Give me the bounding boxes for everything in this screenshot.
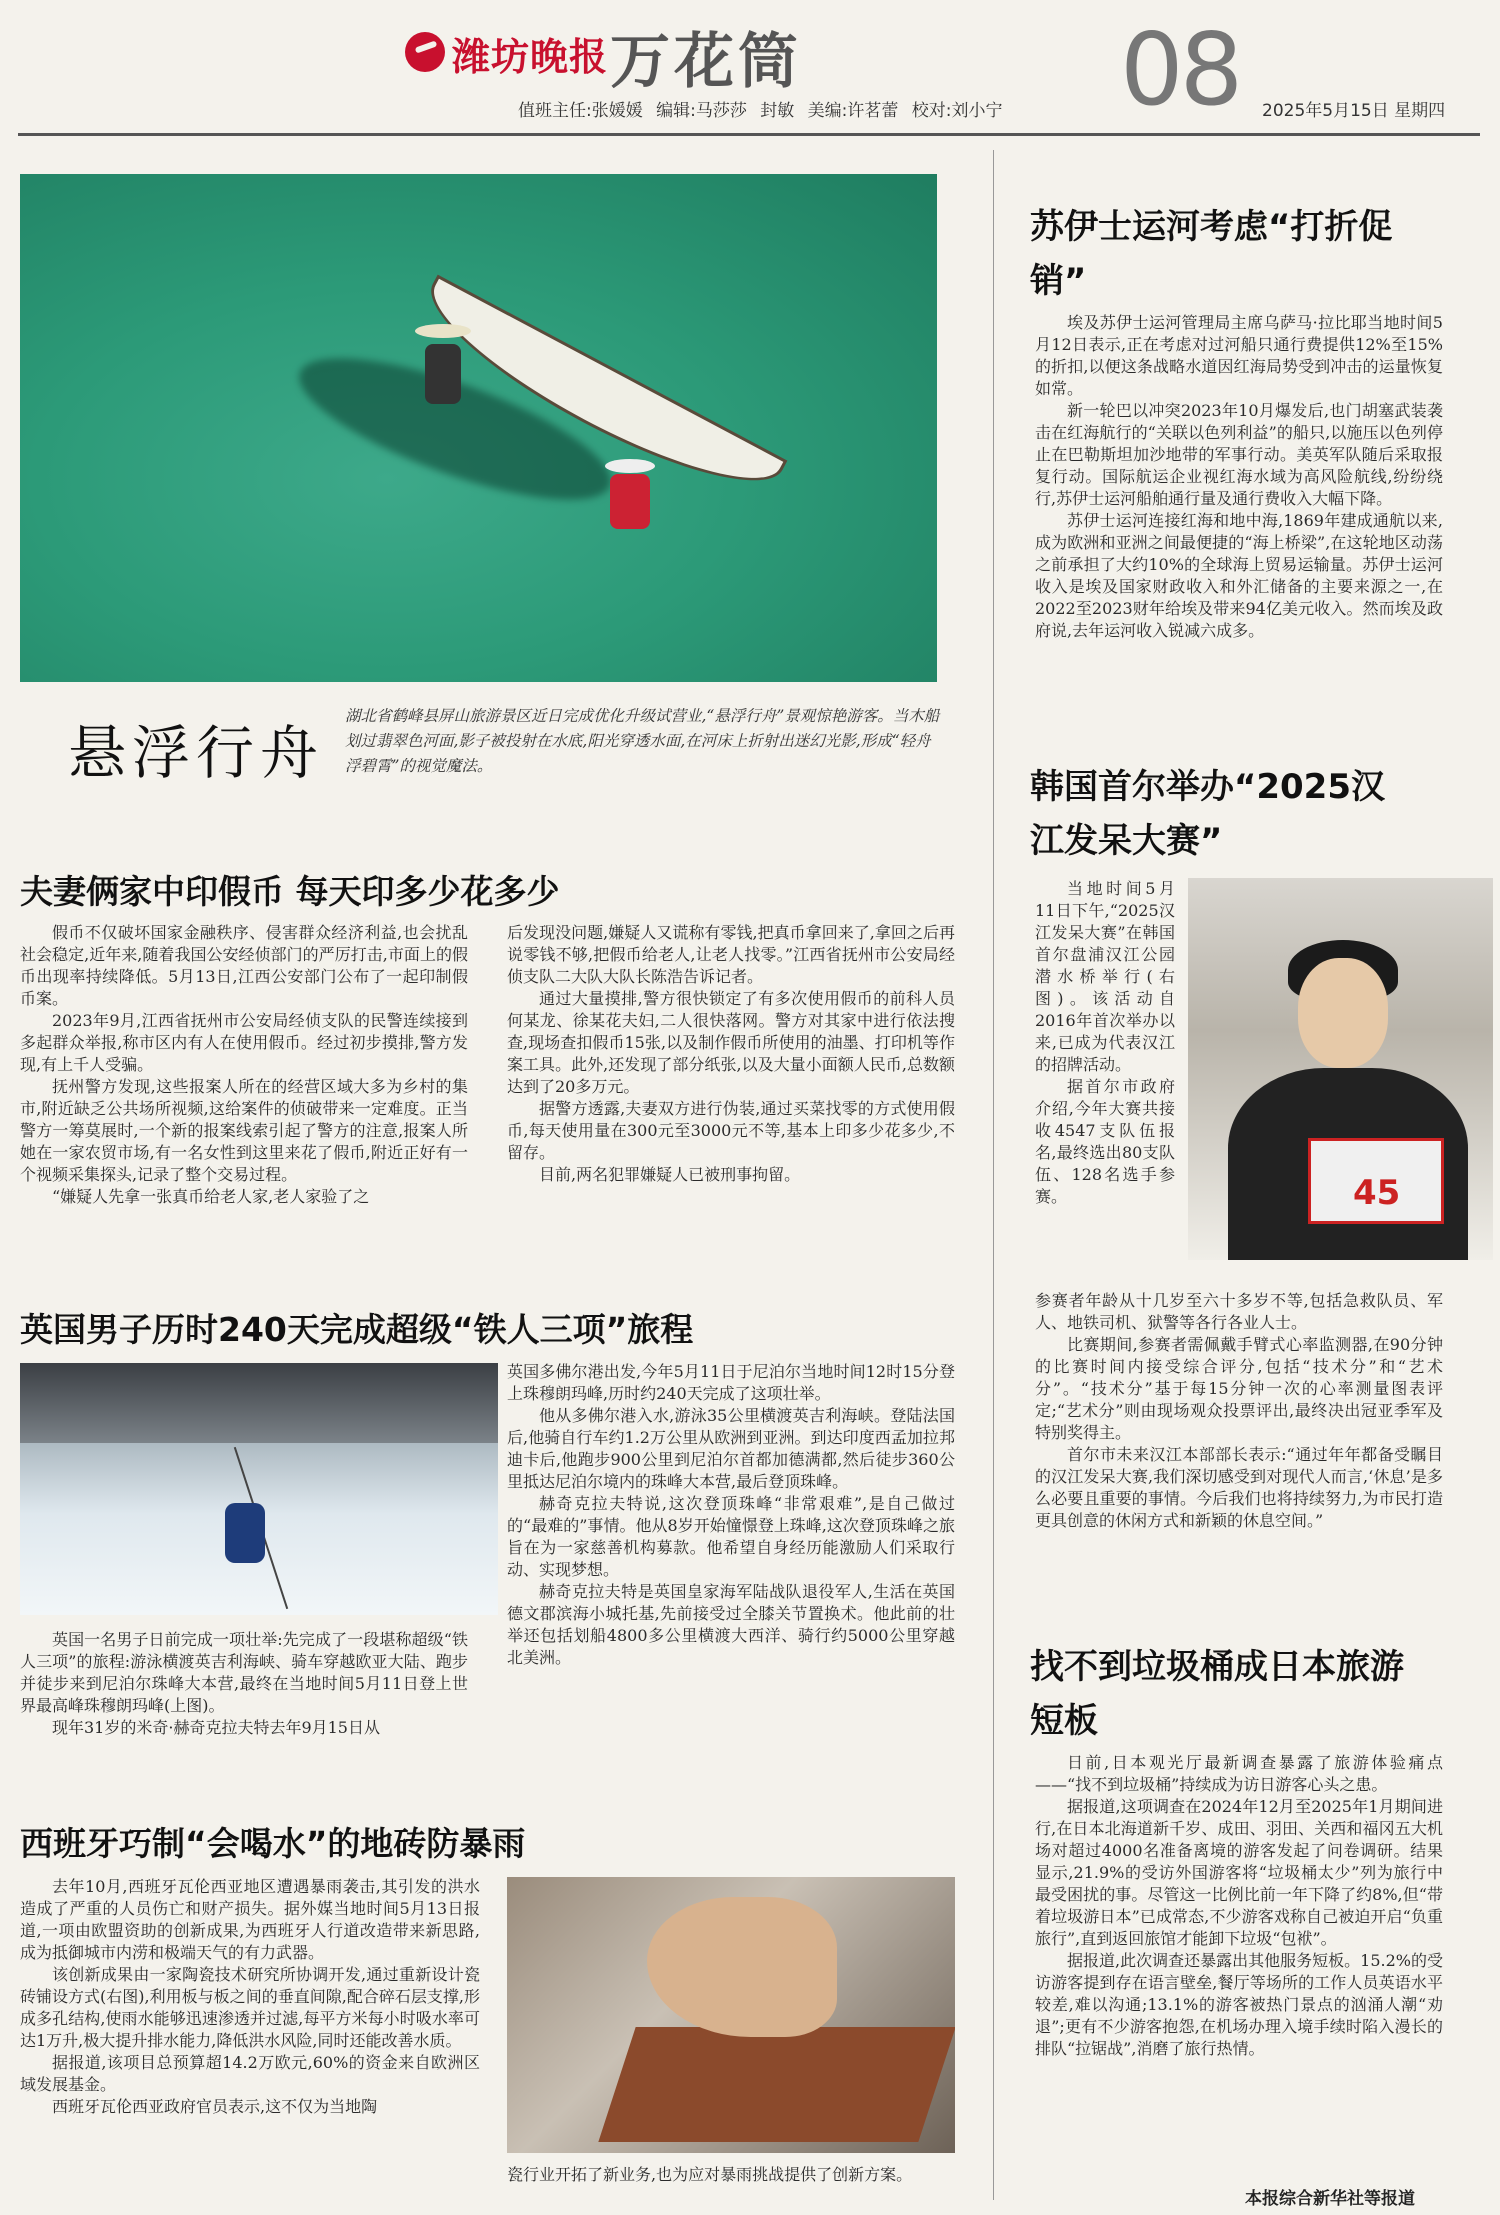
paragraph: 据报道,这项调查在2024年12月至2025年1月期间进行,在日本北海道新千岁、成田、羽田、关西和福冈五大机场对超过4000名准备离境的游客发起了问卷调研。结果显示,21.9%的受访外国游客将“垃圾桶太少”列为旅行中最受困扰的事。尽管这一比例比前一年下降了约8%,但“带着垃圾游日本”已成常态,不少游客戏称自己被迫开启“负重旅行”,直到返回旅馆才能卸下垃圾“包袱”。 (1035, 1797, 1443, 1948)
paragraph: 抚州警方发现,这些报案人所在的经营区域大多为乡村的集市,附近缺乏公共场所视频,这给案件的侦破带来一定难度。正当警方一筹莫展时,一个新的报案线索引起了警方的注意,报案人所她在一家农贸市场,有一名女性到这里来花了假币,附近正好有一个视频采集探头,记录了整个交易过程。 (20, 1077, 468, 1184)
paragraph: 据首尔市政府介绍,今年大赛共接收4547支队伍报名,最终选出80支队伍、128名选手参赛。 (1035, 1077, 1175, 1206)
suez-body (1035, 312, 1443, 642)
paragraph: 假币不仅破坏国家金融秩序、侵害群众经济利益,也会扰乱社会稳定,近年来,随着我国公安经侦部门的严厉打击,市面上的假币出现率持续降低。5月13日,江西公安部门公布了一起印制假币案。 (20, 923, 468, 1008)
triathlon-col1 (20, 1629, 468, 1739)
paragraph: 日前,日本观光厅最新调查暴露了旅游体验痛点——“找不到垃圾桶”持续成为访日游客心头之患。 (1035, 1753, 1443, 1794)
passenger-hat (605, 459, 655, 473)
seoul-contestant-photo (1188, 878, 1493, 1260)
section-name: 万花筒 (610, 27, 802, 97)
paragraph: 参赛者年龄从十几岁至六十多岁不等,包括急救队员、军人、地铁司机、狱警等各行各业人士。 (1035, 1291, 1443, 1332)
paragraph: “嫌疑人先拿一张真币给老人家,老人家验了之 (52, 1187, 370, 1206)
tile (598, 2027, 955, 2142)
column-divider (993, 150, 994, 2200)
contestant-face (1298, 958, 1388, 1068)
paragraph: 通过大量摸排,警方很快锁定了有多次使用假币的前科人员何某龙、徐某花夫妇,二人很快落网。警方对其家中进行依法搜查,现场查扣假币15张,以及制作假币所使用的油墨、打印机等作案工具。此外,还发现了部分纸张,以及大量小面额人民币,总数额达到了20多万元。 (507, 989, 955, 1096)
paragraph: 目前,两名犯罪嫌疑人已被刑事拘留。 (539, 1165, 801, 1184)
paragraph: 2023年9月,江西省抚州市公安局经侦支队的民警连续接到多起群众举报,称市区内有人在使用假币。经过初步摸排,警方发现,有上千人受骗。 (20, 1011, 468, 1074)
paragraph: 当地时间5月11日下午,“2025汉江发呆大赛”在韩国首尔盘浦汉江公园潜水桥举行(右图)。该活动自2016年首次举办以来,已成为代表汉江的招牌活动。 (1035, 879, 1175, 1074)
triathlon-col2 (507, 1361, 955, 1669)
everest-climber-photo (20, 1363, 498, 1615)
header-rule (18, 133, 1480, 136)
triathlon-headline: 英国男子历时240天完成超级“铁人三项”旅程 (20, 1310, 694, 1349)
editor-credits: 值班主任:张媛媛 编辑:马莎莎 封敏 美编:许茗蕾 校对:刘小宁 (518, 101, 1003, 121)
seoul-narrow-col (1035, 878, 1175, 1208)
rock-face (20, 1363, 498, 1443)
paragraph: 比赛期间,参赛者需佩戴手臂式心率监测器,在90分钟的比赛时间内接受综合评分,包括“技术分”和“艺术分”。“技术分”基于每15分钟一次的心率测量图表评定;“艺术分”则由现场观众投票评出,最终决出冠亚季军及特别奖得主。 (1035, 1335, 1443, 1442)
counterfeit-col2 (507, 922, 955, 1186)
counterfeit-col1 (20, 922, 468, 1208)
feature-photo-boat (20, 174, 937, 682)
passenger (610, 474, 650, 529)
paper-name: 潍坊晚报 (452, 35, 609, 79)
hand (647, 1897, 837, 2037)
tiles-col2 (507, 2164, 955, 2186)
paragraph: 该创新成果由一家陶瓷技术研究所协调开发,通过重新设计瓷砖铺设方式(右图),利用板与板之间的垂直间隙,配合碎石层支撑,形成多孔结构,使雨水能够迅速渗透并过滤,每平方米每小时吸水率可达1万升,极大提升排水能力,降低洪水风险,同时还能改善水质。 (20, 1965, 480, 2050)
paragraph: 据报道,该项目总预算超14.2万欧元,60%的资金来自欧洲区域发展基金。 (20, 2053, 480, 2094)
seoul-body (1035, 1290, 1443, 1532)
paragraph: 苏伊士运河连接红海和地中海,1869年建成通航以来,成为欧洲和亚洲之间最便捷的“海上桥梁”,在这轮地区动荡之前承担了大约10%的全球海上贸易运输量。苏伊士运河收入是埃及国家财政收入和外汇储备的主要来源之一,在2022至2023财年给埃及带来94亿美元收入。然而埃及政府说,去年运河收入锐减六成多。 (1035, 511, 1443, 640)
paragraph: 首尔市未来汉江本部部长表示:“通过年年都备受瞩目的汉江发呆大赛,我们深切感受到对现代人而言,‘休息’是多么必要且重要的事情。今后我们也将持续努力,为市民打造更具创意的休闲方式和新颖的休息空间。” (1035, 1445, 1443, 1530)
trash-body (1035, 1752, 1443, 2060)
boatman (425, 344, 461, 404)
paragraph: 据警方透露,夫妻双方进行伪装,通过买菜找零的方式使用假币,每天使用量在300元至3000元不等,基本上印多少花多少,不留存。 (507, 1099, 955, 1162)
paragraph: 赫奇克拉夫特说,这次登顶珠峰“非常艰难”,是自己做过的“最难的”事情。他从8岁开始憧憬登上珠峰,这次登顶珠峰之旅旨在为一家慈善机构募款。他希望自身经历能激励人们采取行动、实现梦想。 (507, 1494, 955, 1579)
feature-title: 悬浮行舟 (68, 719, 325, 787)
paper-logo-icon (405, 32, 445, 72)
paragraph: 后发现没问题,嫌疑人又谎称有零钱,把真币拿回来了,拿回之后再说零钱不够,把假币给老人,让老人找零。”江西省抚州市公安局经侦支队二大队大队长陈浩告诉记者。 (507, 923, 955, 986)
page-number: 08 (1120, 11, 1240, 128)
suez-headline: 苏伊士运河考虑“打折促销” (1030, 207, 1393, 301)
paragraph: 埃及苏伊士运河管理局主席乌萨马·拉比耶当地时间5月12日表示,正在考虑对过河船只通行费提供12%至15%的折扣,以便这条战略水道因红海局势受到冲击的运量恢复如常。 (1035, 313, 1443, 398)
feature-caption: 湖北省鹤峰县屏山旅游景区近日完成优化升级试营业,“悬浮行舟”景观惊艳游客。当木船划过翡翠色河面,影子被投射在水底,阳光穿透水面,在河床上折射出迷幻光影,形成“轻舟浮碧霄”的视觉魔法。 (345, 707, 940, 775)
tiles-col1 (20, 1876, 480, 2118)
paragraph: 英国一名男子日前完成一项壮举:先完成了一段堪称超级“铁人三项”的旅程:游泳横渡英吉利海峡、骑车穿越欧亚大陆、跑步并徒步来到尼泊尔珠峰大本营,最终在当地时间5月11日登上世界最高峰珠穆朗玛峰(上图)。 (20, 1630, 468, 1715)
paragraph: 瓷行业开拓了新业务,也为应对暴雨挑战提供了创新方案。 (507, 2165, 913, 2184)
seoul-headline: 韩国首尔举办“2025汉江发呆大赛” (1030, 767, 1385, 861)
boatman-hat (415, 324, 471, 338)
paragraph: 英国多佛尔港出发,今年5月11日于尼泊尔当地时间12时15分登上珠穆朗玛峰,历时约240天完成了这项壮举。 (507, 1362, 955, 1403)
climber (225, 1503, 265, 1563)
paragraph: 西班牙瓦伦西亚政府官员表示,这不仅为当地陶 (52, 2097, 378, 2116)
paragraph: 他从多佛尔港入水,游泳35公里横渡英吉利海峡。登陆法国后,他骑自行车约1.2万公里从欧洲到亚洲。到达印度西孟加拉邦迪卡后,他跑步900公里到尼泊尔首都加德满都,然后徒步360公里抵达尼泊尔境内的珠峰大本营,最后登顶珠峰。 (507, 1406, 955, 1491)
paragraph: 赫奇克拉夫特是英国皇家海军陆战队退役军人,生活在英国德文郡滨海小城托基,先前接受过全膝关节置换术。他此前的壮举还包括划船4800多公里横渡大西洋、骑行约5000公里穿越北美洲。 (507, 1582, 955, 1667)
trash-headline: 找不到垃圾桶成日本旅游短板 (1030, 1647, 1404, 1741)
counterfeit-headline: 夫妻俩家中印假币 每天印多少花多少 (20, 872, 560, 911)
source-note: 本报综合新华社等报道 (1245, 2189, 1415, 2209)
paragraph: 据报道,此次调查还暴露出其他服务短板。15.2%的受访游客提到存在语言壁垒,餐厅等场所的工作人员英语水平较差,难以沟通;13.1%的游客被热门景点的汹涌人潮“劝退”;更有不少游客抱怨,在机场办理入境手续时陷入漫长的排队“拉锯战”,消磨了旅行热情。 (1035, 1951, 1443, 2058)
paragraph: 现年31岁的米奇·赫奇克拉夫特去年9月15日从 (52, 1718, 380, 1737)
tiles-headline: 西班牙巧制“会喝水”的地砖防暴雨 (20, 1824, 526, 1863)
paragraph: 新一轮巴以冲突2023年10月爆发后,也门胡塞武装袭击在红海航行的“关联以色列利益”的船只,以施压以色列停止在巴勒斯坦加沙地带的军事行动。美英军队随后采取报复行动。国际航运企业视红海水域为高风险航线,纷纷绕行,苏伊士运河船舶通行量及通行费收入大幅下降。 (1035, 401, 1443, 508)
paragraph: 去年10月,西班牙瓦伦西亚地区遭遇暴雨袭击,其引发的洪水造成了严重的人员伤亡和财产损失。据外媒当地时间5月13日报道,一项由欧盟资助的创新成果,为西班牙人行道改造带来新思路,成为抵御城市内涝和极端天气的有力武器。 (20, 1877, 480, 1962)
issue-date: 2025年5月15日 星期四 (1262, 101, 1446, 121)
water-absorbing-tile-photo (507, 1877, 955, 2153)
bib-number: 45 (1353, 1173, 1401, 1213)
